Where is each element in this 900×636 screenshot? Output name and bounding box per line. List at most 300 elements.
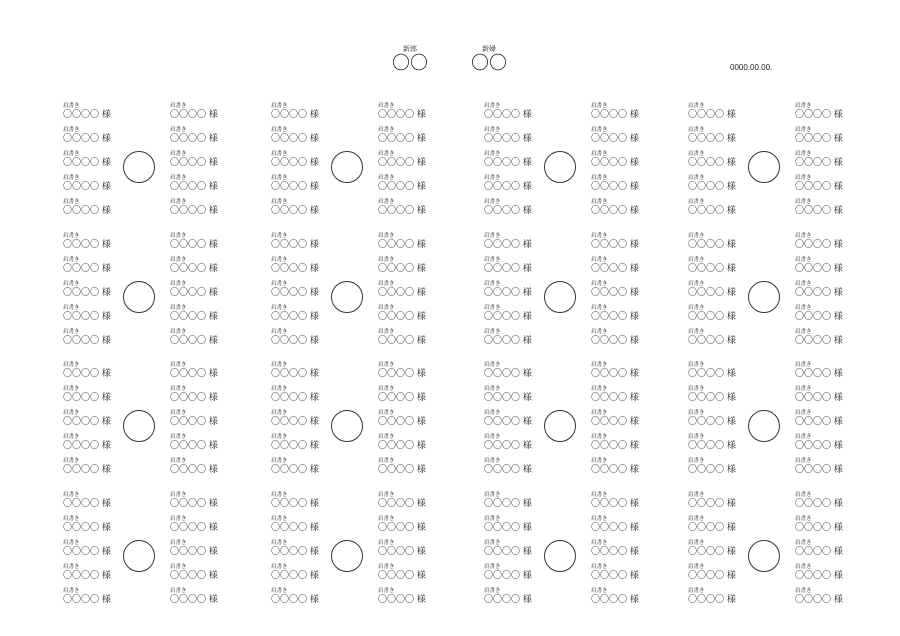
- guest-seat: [795, 127, 855, 151]
- guest-title: 肩書き: [484, 386, 501, 392]
- guest-title: 肩書き: [271, 362, 288, 368]
- guest-title: 肩書き: [795, 281, 812, 287]
- guest-title: 肩書き: [63, 588, 80, 594]
- guest-name: 〇〇〇〇 様: [484, 523, 532, 533]
- guest-name: 〇〇〇〇 様: [591, 571, 639, 581]
- guest-seat: [484, 410, 544, 434]
- guest-seat: [591, 233, 651, 257]
- guest-title: 肩書き: [378, 540, 395, 546]
- guest-title: 肩書き: [688, 362, 705, 368]
- guest-seat: [688, 281, 748, 305]
- guest-title: 肩書き: [63, 127, 80, 133]
- round-table-icon: [123, 151, 155, 183]
- guest-seat: [271, 199, 331, 223]
- guest-seat: [271, 103, 331, 127]
- guest-seat: [688, 516, 748, 540]
- groom-block: [390, 44, 430, 74]
- seat-column-right: [378, 362, 438, 482]
- guest-title: 肩書き: [170, 199, 187, 205]
- guest-title: 肩書き: [378, 257, 395, 263]
- round-table-icon: [123, 281, 155, 313]
- guest-name: 〇〇〇〇 様: [170, 393, 218, 403]
- guest-seat: [484, 305, 544, 329]
- round-table-icon: [123, 410, 155, 442]
- guest-seat: [591, 151, 651, 175]
- guest-name: 〇〇〇〇 様: [688, 206, 736, 216]
- guest-name: 〇〇〇〇 様: [688, 595, 736, 605]
- guest-seat: [271, 151, 331, 175]
- guest-seat: [63, 588, 123, 612]
- guest-title: 肩書き: [271, 127, 288, 133]
- guest-seat: [591, 199, 651, 223]
- guest-name: 〇〇〇〇 様: [688, 264, 736, 274]
- guest-seat: [688, 588, 748, 612]
- guest-seat: [271, 386, 331, 410]
- seat-column-left: [688, 103, 748, 223]
- guest-name: 〇〇〇〇 様: [63, 312, 111, 322]
- guest-seat: [591, 540, 651, 564]
- guest-name: 〇〇〇〇 様: [688, 182, 736, 192]
- guest-seat: [170, 175, 230, 199]
- guest-title: 肩書き: [170, 151, 187, 157]
- guest-name: 〇〇〇〇 様: [170, 547, 218, 557]
- guest-seat: [63, 103, 123, 127]
- guest-title: 肩書き: [170, 540, 187, 546]
- guest-title: 肩書き: [63, 199, 80, 205]
- guest-title: 肩書き: [63, 305, 80, 311]
- guest-title: 肩書き: [591, 386, 608, 392]
- guest-name: 〇〇〇〇 様: [170, 441, 218, 451]
- guest-seat: [591, 127, 651, 151]
- guest-title: 肩書き: [591, 151, 608, 157]
- guest-name: 〇〇〇〇 様: [795, 393, 843, 403]
- guest-name: 〇〇〇〇 様: [795, 206, 843, 216]
- guest-name: 〇〇〇〇 様: [63, 393, 111, 403]
- guest-title: 肩書き: [688, 127, 705, 133]
- guest-name: 〇〇〇〇 様: [170, 369, 218, 379]
- guest-title: 肩書き: [271, 151, 288, 157]
- guest-name: 〇〇〇〇 様: [63, 499, 111, 509]
- guest-title: 肩書き: [271, 492, 288, 498]
- guest-seat: [688, 540, 748, 564]
- guest-title: 肩書き: [591, 305, 608, 311]
- guest-seat: [271, 175, 331, 199]
- guest-title: 肩書き: [378, 458, 395, 464]
- guest-seat: [378, 305, 438, 329]
- guest-title: 肩書き: [484, 257, 501, 263]
- guest-seat: [63, 175, 123, 199]
- bride-name: 〇〇: [471, 53, 507, 74]
- seat-column-right: [378, 492, 438, 612]
- round-table-icon: [748, 151, 780, 183]
- guest-name: 〇〇〇〇 様: [688, 312, 736, 322]
- guest-name: 〇〇〇〇 様: [378, 312, 426, 322]
- table-11: [484, 362, 699, 480]
- guest-name: 〇〇〇〇 様: [688, 571, 736, 581]
- guest-title: 肩書き: [271, 103, 288, 109]
- guest-seat: [170, 127, 230, 151]
- guest-name: 〇〇〇〇 様: [484, 240, 532, 250]
- guest-title: 肩書き: [378, 588, 395, 594]
- guest-title: 肩書き: [484, 329, 501, 335]
- guest-name: 〇〇〇〇 様: [591, 288, 639, 298]
- guest-name: 〇〇〇〇 様: [170, 571, 218, 581]
- guest-name: 〇〇〇〇 様: [63, 571, 111, 581]
- guest-name: 〇〇〇〇 様: [795, 571, 843, 581]
- guest-name: 〇〇〇〇 様: [271, 393, 319, 403]
- guest-seat: [271, 257, 331, 281]
- guest-seat: [378, 103, 438, 127]
- guest-name: 〇〇〇〇 様: [591, 499, 639, 509]
- guest-seat: [271, 516, 331, 540]
- guest-name: 〇〇〇〇 様: [795, 499, 843, 509]
- guest-title: 肩書き: [170, 175, 187, 181]
- guest-title: 肩書き: [591, 199, 608, 205]
- guest-name: 〇〇〇〇 様: [591, 240, 639, 250]
- guest-name: 〇〇〇〇 様: [170, 134, 218, 144]
- round-table-icon: [123, 540, 155, 572]
- guest-seat: [170, 199, 230, 223]
- table-10: [271, 362, 486, 480]
- seat-column-right: [170, 233, 230, 353]
- guest-seat: [271, 127, 331, 151]
- guest-seat: [591, 492, 651, 516]
- guest-name: 〇〇〇〇 様: [378, 465, 426, 475]
- seat-column-right: [170, 492, 230, 612]
- guest-seat: [378, 199, 438, 223]
- guest-seat: [63, 127, 123, 151]
- guest-name: 〇〇〇〇 様: [271, 336, 319, 346]
- guest-name: 〇〇〇〇 様: [378, 206, 426, 216]
- guest-title: 肩書き: [170, 410, 187, 416]
- guest-name: 〇〇〇〇 様: [271, 264, 319, 274]
- guest-title: 肩書き: [271, 588, 288, 594]
- guest-seat: [63, 151, 123, 175]
- guest-title: 肩書き: [63, 434, 80, 440]
- guest-name: 〇〇〇〇 様: [63, 417, 111, 427]
- guest-title: 肩書き: [170, 329, 187, 335]
- guest-seat: [271, 362, 331, 386]
- guest-seat: [63, 434, 123, 458]
- guest-title: 肩書き: [688, 588, 705, 594]
- guest-name: 〇〇〇〇 様: [795, 441, 843, 451]
- guest-title: 肩書き: [688, 233, 705, 239]
- guest-name: 〇〇〇〇 様: [170, 336, 218, 346]
- guest-seat: [484, 458, 544, 482]
- guest-seat: [271, 588, 331, 612]
- guest-seat: [591, 410, 651, 434]
- guest-title: 肩書き: [63, 492, 80, 498]
- guest-seat: [271, 540, 331, 564]
- guest-title: 肩書き: [170, 103, 187, 109]
- guest-title: 肩書き: [170, 564, 187, 570]
- guest-title: 肩書き: [591, 564, 608, 570]
- guest-name: 〇〇〇〇 様: [591, 134, 639, 144]
- guest-seat: [170, 305, 230, 329]
- guest-seat: [271, 281, 331, 305]
- guest-name: 〇〇〇〇 様: [170, 288, 218, 298]
- guest-name: 〇〇〇〇 様: [271, 499, 319, 509]
- guest-seat: [688, 233, 748, 257]
- guest-title: 肩書き: [795, 175, 812, 181]
- guest-seat: [63, 492, 123, 516]
- guest-name: 〇〇〇〇 様: [795, 523, 843, 533]
- guest-name: 〇〇〇〇 様: [378, 595, 426, 605]
- bride-role: 新婦: [482, 45, 496, 53]
- guest-seat: [63, 540, 123, 564]
- guest-seat: [63, 410, 123, 434]
- guest-seat: [63, 458, 123, 482]
- guest-name: 〇〇〇〇 様: [484, 595, 532, 605]
- guest-name: 〇〇〇〇 様: [484, 571, 532, 581]
- guest-seat: [170, 588, 230, 612]
- guest-title: 肩書き: [378, 362, 395, 368]
- guest-title: 肩書き: [688, 564, 705, 570]
- guest-seat: [63, 386, 123, 410]
- guest-title: 肩書き: [271, 434, 288, 440]
- guest-title: 肩書き: [378, 175, 395, 181]
- guest-seat: [170, 434, 230, 458]
- guest-title: 肩書き: [795, 386, 812, 392]
- guest-title: 肩書き: [378, 281, 395, 287]
- guest-name: 〇〇〇〇 様: [63, 240, 111, 250]
- guest-title: 肩書き: [591, 410, 608, 416]
- guest-seat: [271, 434, 331, 458]
- guest-title: 肩書き: [484, 103, 501, 109]
- guest-title: 肩書き: [795, 233, 812, 239]
- seat-column-right: [591, 103, 651, 223]
- guest-name: 〇〇〇〇 様: [484, 393, 532, 403]
- guest-seat: [271, 564, 331, 588]
- guest-name: 〇〇〇〇 様: [378, 182, 426, 192]
- guest-seat: [271, 305, 331, 329]
- guest-seat: [170, 540, 230, 564]
- guest-title: 肩書き: [170, 492, 187, 498]
- guest-seat: [170, 151, 230, 175]
- guest-name: 〇〇〇〇 様: [63, 547, 111, 557]
- guest-title: 肩書き: [63, 540, 80, 546]
- guest-title: 肩書き: [63, 516, 80, 522]
- guest-seat: [378, 540, 438, 564]
- guest-name: 〇〇〇〇 様: [795, 547, 843, 557]
- seat-column-left: [271, 233, 331, 353]
- guest-name: 〇〇〇〇 様: [170, 523, 218, 533]
- guest-name: 〇〇〇〇 様: [271, 240, 319, 250]
- guest-title: 肩書き: [688, 492, 705, 498]
- guest-title: 肩書き: [591, 540, 608, 546]
- guest-title: 肩書き: [688, 305, 705, 311]
- guest-name: 〇〇〇〇 様: [591, 312, 639, 322]
- guest-seat: [688, 386, 748, 410]
- guest-seat: [688, 151, 748, 175]
- guest-title: 肩書き: [63, 103, 80, 109]
- guest-name: 〇〇〇〇 様: [484, 134, 532, 144]
- guest-seat: [378, 516, 438, 540]
- guest-name: 〇〇〇〇 様: [63, 134, 111, 144]
- guest-seat: [688, 434, 748, 458]
- guest-title: 肩書き: [591, 103, 608, 109]
- guest-seat: [271, 492, 331, 516]
- guest-title: 肩書き: [795, 492, 812, 498]
- guest-seat: [63, 199, 123, 223]
- guest-name: 〇〇〇〇 様: [591, 264, 639, 274]
- guest-name: 〇〇〇〇 様: [170, 312, 218, 322]
- guest-title: 肩書き: [688, 103, 705, 109]
- guest-name: 〇〇〇〇 様: [484, 158, 532, 168]
- round-table-icon: [331, 540, 363, 572]
- guest-title: 肩書き: [795, 305, 812, 311]
- guest-title: 肩書き: [795, 127, 812, 133]
- guest-seat: [378, 257, 438, 281]
- guest-name: 〇〇〇〇 様: [63, 369, 111, 379]
- guest-name: 〇〇〇〇 様: [484, 441, 532, 451]
- seat-column-right: [795, 233, 855, 353]
- guest-name: 〇〇〇〇 様: [591, 393, 639, 403]
- guest-seat: [688, 564, 748, 588]
- guest-seat: [271, 410, 331, 434]
- guest-title: 肩書き: [378, 103, 395, 109]
- bride-block: [469, 44, 509, 74]
- guest-title: 肩書き: [271, 458, 288, 464]
- guest-seat: [170, 458, 230, 482]
- guest-name: 〇〇〇〇 様: [378, 158, 426, 168]
- guest-name: 〇〇〇〇 様: [688, 288, 736, 298]
- seat-column-left: [63, 233, 123, 353]
- guest-seat: [378, 329, 438, 353]
- guest-seat: [591, 434, 651, 458]
- guest-seat: [795, 233, 855, 257]
- seat-column-right: [591, 362, 651, 482]
- guest-name: 〇〇〇〇 様: [591, 595, 639, 605]
- guest-name: 〇〇〇〇 様: [688, 158, 736, 168]
- guest-seat: [484, 175, 544, 199]
- guest-title: 肩書き: [271, 329, 288, 335]
- guest-seat: [378, 362, 438, 386]
- guest-seat: [688, 127, 748, 151]
- guest-title: 肩書き: [63, 175, 80, 181]
- seat-column-right: [795, 103, 855, 223]
- seat-column-left: [271, 492, 331, 612]
- guest-title: 肩書き: [795, 434, 812, 440]
- guest-seat: [63, 305, 123, 329]
- guest-seat: [795, 362, 855, 386]
- guest-name: 〇〇〇〇 様: [795, 158, 843, 168]
- guest-title: 肩書き: [795, 588, 812, 594]
- guest-seat: [63, 329, 123, 353]
- guest-seat: [688, 329, 748, 353]
- groom-role: 新郎: [403, 45, 417, 53]
- guest-name: 〇〇〇〇 様: [591, 547, 639, 557]
- guest-seat: [378, 386, 438, 410]
- guest-seat: [591, 281, 651, 305]
- guest-title: 肩書き: [795, 458, 812, 464]
- guest-name: 〇〇〇〇 様: [591, 417, 639, 427]
- guest-seat: [795, 386, 855, 410]
- guest-title: 肩書き: [484, 127, 501, 133]
- guest-seat: [484, 103, 544, 127]
- round-table-icon: [331, 151, 363, 183]
- guest-name: 〇〇〇〇 様: [271, 417, 319, 427]
- guest-seat: [378, 492, 438, 516]
- guest-name: 〇〇〇〇 様: [688, 523, 736, 533]
- guest-name: 〇〇〇〇 様: [63, 336, 111, 346]
- guest-seat: [484, 434, 544, 458]
- guest-name: 〇〇〇〇 様: [591, 182, 639, 192]
- guest-name: 〇〇〇〇 様: [170, 206, 218, 216]
- guest-name: 〇〇〇〇 様: [170, 417, 218, 427]
- guest-name: 〇〇〇〇 様: [378, 417, 426, 427]
- guest-title: 肩書き: [378, 127, 395, 133]
- guest-seat: [271, 233, 331, 257]
- guest-seat: [795, 588, 855, 612]
- guest-seat: [688, 257, 748, 281]
- guest-seat: [591, 386, 651, 410]
- seat-column-right: [378, 103, 438, 223]
- guest-seat: [170, 233, 230, 257]
- guest-seat: [378, 588, 438, 612]
- guest-seat: [271, 329, 331, 353]
- guest-name: 〇〇〇〇 様: [378, 134, 426, 144]
- guest-name: 〇〇〇〇 様: [271, 206, 319, 216]
- guest-title: 肩書き: [484, 540, 501, 546]
- table-3: [484, 103, 699, 221]
- guest-title: 肩書き: [688, 329, 705, 335]
- guest-title: 肩書き: [591, 458, 608, 464]
- guest-seat: [378, 458, 438, 482]
- guest-name: 〇〇〇〇 様: [795, 288, 843, 298]
- guest-name: 〇〇〇〇 様: [688, 499, 736, 509]
- guest-name: 〇〇〇〇 様: [271, 369, 319, 379]
- guest-title: 肩書き: [795, 199, 812, 205]
- guest-title: 肩書き: [591, 362, 608, 368]
- table-14: [271, 492, 486, 610]
- guest-name: 〇〇〇〇 様: [795, 369, 843, 379]
- table-4: [688, 103, 900, 221]
- seat-column-left: [63, 103, 123, 223]
- guest-name: 〇〇〇〇 様: [484, 264, 532, 274]
- table-1: [63, 103, 278, 221]
- seat-column-right: [378, 233, 438, 353]
- guest-name: 〇〇〇〇 様: [170, 110, 218, 120]
- guest-name: 〇〇〇〇 様: [63, 595, 111, 605]
- guest-title: 肩書き: [591, 492, 608, 498]
- guest-name: 〇〇〇〇 様: [378, 441, 426, 451]
- seat-column-right: [591, 492, 651, 612]
- guest-title: 肩書き: [484, 564, 501, 570]
- guest-title: 肩書き: [484, 305, 501, 311]
- guest-name: 〇〇〇〇 様: [170, 499, 218, 509]
- guest-title: 肩書き: [484, 362, 501, 368]
- guest-seat: [484, 151, 544, 175]
- guest-seat: [378, 175, 438, 199]
- guest-seat: [795, 516, 855, 540]
- seat-column-right: [170, 362, 230, 482]
- seat-column-right: [795, 492, 855, 612]
- guest-seat: [63, 257, 123, 281]
- guest-seat: [591, 458, 651, 482]
- guest-seat: [795, 492, 855, 516]
- guest-title: 肩書き: [795, 151, 812, 157]
- guest-name: 〇〇〇〇 様: [271, 110, 319, 120]
- guest-title: 肩書き: [63, 329, 80, 335]
- guest-title: 肩書き: [170, 281, 187, 287]
- seat-column-left: [688, 362, 748, 482]
- round-table-icon: [544, 151, 576, 183]
- guest-seat: [170, 410, 230, 434]
- seat-column-left: [484, 492, 544, 612]
- guest-name: 〇〇〇〇 様: [170, 264, 218, 274]
- guest-seat: [63, 362, 123, 386]
